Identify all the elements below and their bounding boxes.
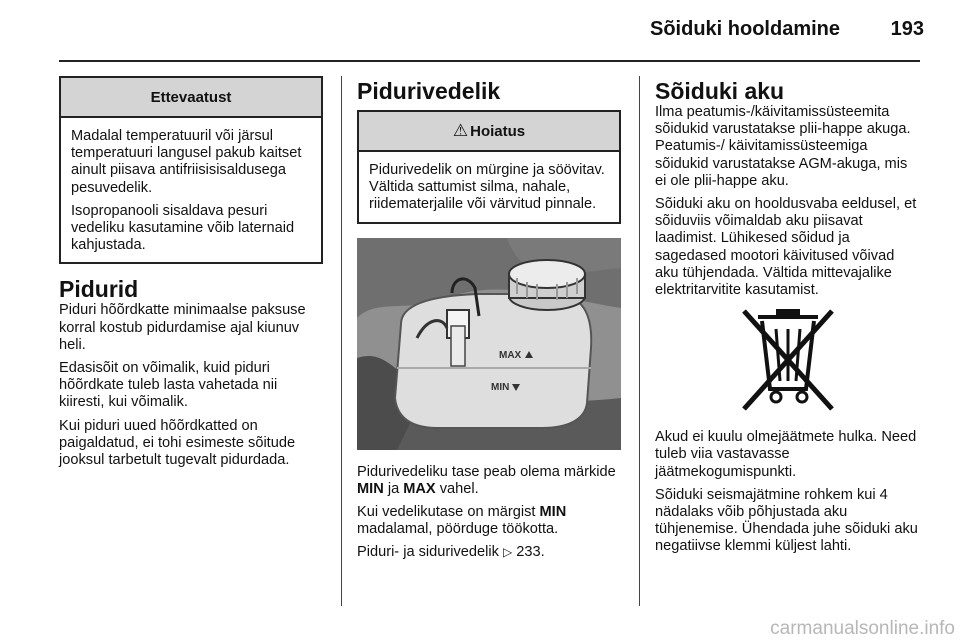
body-paragraph: Kui piduri uued hõõrdkatted on paigaldatud, ei tohi esimeste sõitude jooksul tarbetult tugevalt pidurdada. bbox=[59, 417, 296, 469]
bold-max: MAX bbox=[403, 480, 436, 497]
header-divider bbox=[59, 60, 920, 62]
page-header-title: Sõiduki hooldamine bbox=[649, 18, 840, 40]
text-run: vahel. bbox=[435, 480, 479, 497]
warning-triangle-icon: ⚠ bbox=[452, 121, 469, 140]
watermark: carmanualsonline.info bbox=[770, 618, 955, 639]
warning-text: Pidurivedelik on mürgine ja söövitav. Vältida sattumist silma, nahale, riidematerjalile või värvitud pinnale. bbox=[369, 162, 605, 213]
max-mark-label: MAX bbox=[499, 349, 522, 361]
min-mark-label: MIN bbox=[491, 381, 510, 393]
section-title-brake-fluid: Pidurivedelik bbox=[357, 78, 501, 104]
left-column bbox=[59, 76, 323, 475]
warning-title: Hoiatus bbox=[470, 122, 526, 140]
warning-box bbox=[357, 110, 621, 224]
page-number: 193 bbox=[890, 18, 924, 40]
brake-fluid-reservoir-photo bbox=[357, 238, 621, 450]
text-run: Piduri- ja sidurivedelik bbox=[357, 544, 503, 561]
body-paragraph bbox=[357, 544, 621, 561]
warning-header bbox=[359, 112, 619, 152]
text-run: Kui vedelikutase on märgist bbox=[357, 504, 540, 521]
body-paragraph: Sõiduki seismajätmine rohkem kui 4 nädalaks võib põhjustada aku tühjenemise. Ühendada juhe sõiduki aku negatiivse klemmi küljest lahti. bbox=[655, 486, 918, 555]
bold-min: MIN bbox=[357, 480, 384, 497]
caution-text: Isopropanooli sisaldava pesuri vedeliku kasutamine võib laternaid kahjustada. bbox=[71, 202, 295, 254]
middle-column bbox=[357, 76, 621, 568]
body-paragraph: Piduri hõõrdkatte minimaalse paksuse korral kostub pidurdamise ajal kiunuv heli. bbox=[59, 302, 306, 353]
page-reference-link[interactable]: 233. bbox=[516, 544, 545, 561]
body-paragraph bbox=[357, 504, 621, 538]
text-run: ja bbox=[383, 480, 404, 497]
caution-title: Ettevaatust bbox=[61, 78, 321, 118]
crossed-out-bin-icon bbox=[736, 305, 840, 417]
bold-min: MIN bbox=[539, 504, 567, 521]
column-divider bbox=[639, 76, 640, 606]
body-paragraph: Ilma peatumis-/käivitamissüsteemita sõidukid varustatakse plii-happe akuga. Peatumis-/ käivitamissüsteemiga sõidukid varustatakse AGM-akuga, mis ei ole plii-happe aku. bbox=[655, 104, 911, 189]
body-paragraph: Sõiduki aku on hooldusvaba eeldusel, et sõiduviis võimaldab aku piisavat laadimist. Lühikesed sõidud ja sagedased mootori käivitused võivad aku tühjendada. Vältida mittevajalike elektritarvitite kasutamist. bbox=[655, 196, 917, 299]
caution-box bbox=[59, 76, 323, 264]
section-title-brakes: Pidurid bbox=[59, 276, 139, 303]
page-reference-arrow-icon: ▷ bbox=[503, 545, 513, 560]
right-column bbox=[655, 76, 921, 562]
section-title-battery: Sõiduki aku bbox=[655, 78, 785, 104]
column-divider bbox=[341, 76, 342, 606]
caution-text: Madalal temperatuuril või järsul temperatuuri langusel pakub kaitset ainult piisava antifriisisisaldusega pesuvedelik. bbox=[71, 128, 302, 196]
body-paragraph: Akud ei kuulu olmejäätmete hulka. Need tuleb viia vastavasse jäätmekogumispunkti. bbox=[655, 429, 917, 480]
text-run: Pidurivedeliku tase peab olema märkide bbox=[357, 463, 616, 480]
text-run: madalamal, pöörduge töökotta. bbox=[357, 521, 559, 538]
body-paragraph: Edasisõit on võimalik, kuid piduri hõõrdkate tuleb lasta vahetada nii kiiresti, kui võimalik. bbox=[59, 360, 278, 411]
body-paragraph bbox=[357, 464, 621, 498]
